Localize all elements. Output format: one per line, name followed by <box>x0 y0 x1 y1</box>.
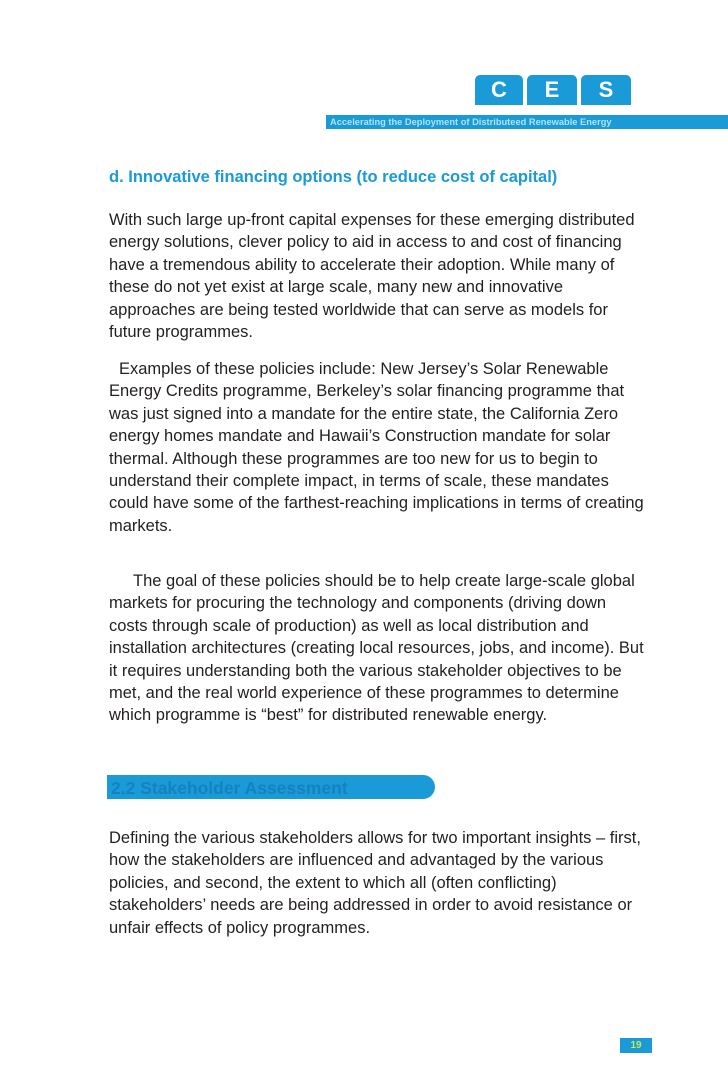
header-tagline: Accelerating the Deployment of Distributeed Renewable Energy <box>330 117 612 127</box>
subsection-heading: d. Innovative financing options (to reduce cost of capital) <box>109 168 558 186</box>
paragraph-policy-goals: The goal of these policies should be to help create large-scale global markets for procuring the technology and components (driving down costs through scale of production) as well as local distribution and installation architectures (creating local resources, jobs, and income). But it requires understanding both the various stakeholder objectives to be met, and the real world experience of these programmes to determine which programme is “best” for distributed renewable energy. <box>109 572 644 725</box>
paragraph-policy-examples: Examples of these policies include: New Jersey’s Solar Renewable Energy Credits programme, Berkeley’s solar financing programme that was just signed into a mandate for the entire state, the California Zero energy homes mandate and Hawaii’s Construction mandate for solar thermal. Although these programmes are too new for us to begin to understand their complete impact, in terms of scale, these mandates could have some of the farthest-reaching implications in terms of creating markets. <box>109 360 644 535</box>
ces-logo <box>475 75 631 105</box>
section-title: 2.2 Stakeholder Assessment <box>111 778 348 798</box>
page-number: 19 <box>630 1040 642 1051</box>
logo-letter-s: S <box>581 75 631 105</box>
paragraph-stakeholder-intro: Defining the various stakeholders allows for two important insights – first, how the stakeholders are influenced and advantaged by the various policies, and second, the extent to which all (often conflicting) stakeholders’ needs are being addressed in order to avoid resistance or unfair effects of policy programmes. <box>109 829 641 937</box>
paragraph-financing-intro: With such large up-front capital expenses for these emerging distributed energy solutions, clever policy to aid in access to and cost of financing have a tremendous ability to accelerate their adoption. While many of these do not yet exist at large scale, many new and innovative approaches are being tested worldwide that can serve as models for future programmes. <box>109 211 635 342</box>
logo-letter-c: C <box>475 75 523 105</box>
logo-letter-e: E <box>527 75 577 105</box>
